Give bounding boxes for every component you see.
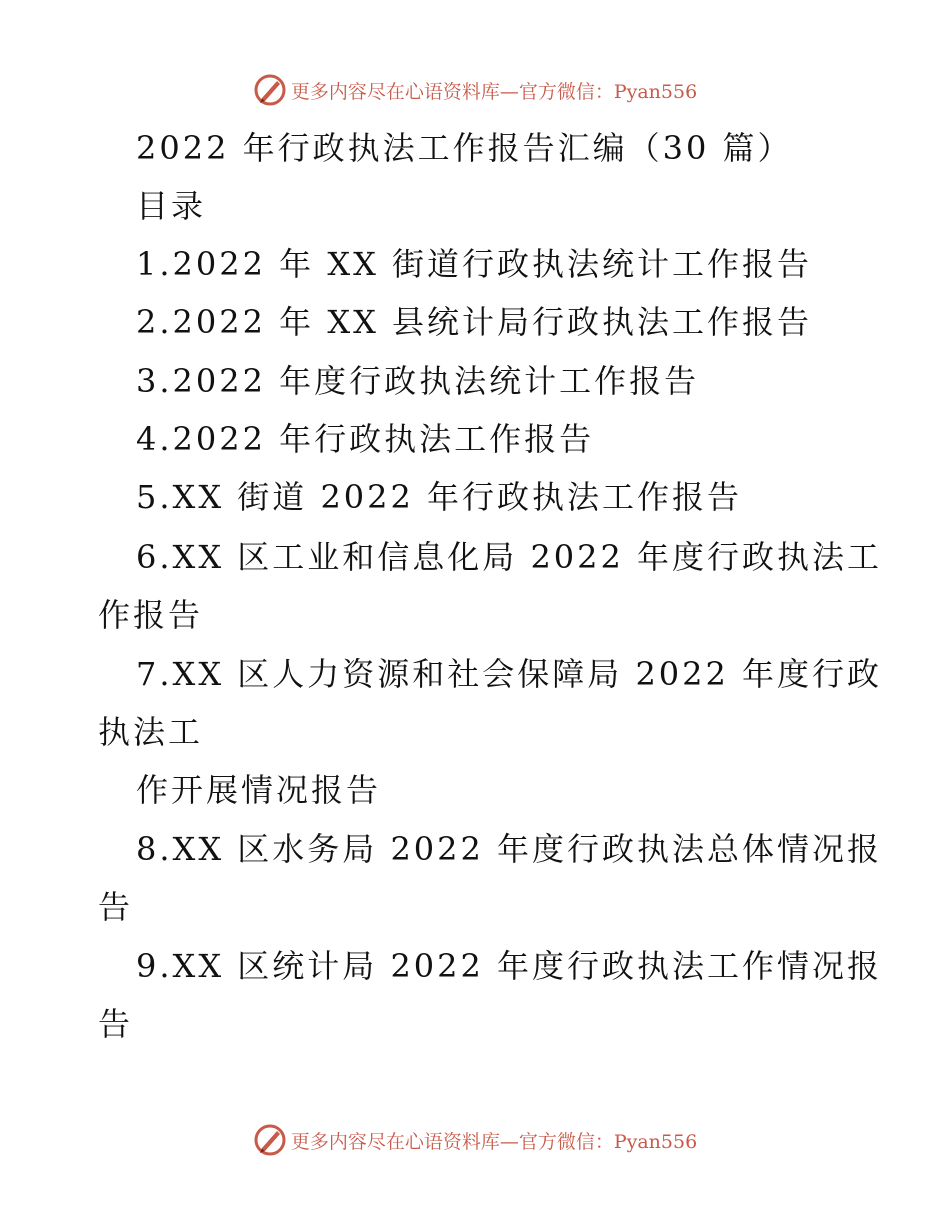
toc-item: 8.XX 区水务局 2022 年度行政执法总体情况报 <box>136 830 883 868</box>
document-title: 2022 年行政执法工作报告汇编（30 篇） <box>136 129 793 167</box>
toc-item: 1.2022 年 XX 街道行政执法统计工作报告 <box>136 245 813 283</box>
toc-item: 6.XX 区工业和信息化局 2022 年度行政执法工 <box>136 538 883 576</box>
toc-item-continuation: 作报告 <box>98 596 204 634</box>
header-banner <box>0 70 950 110</box>
toc-item: 7.XX 区人力资源和社会保障局 2022 年度行政 <box>136 655 883 693</box>
toc-item: 4.2022 年行政执法工作报告 <box>136 420 595 458</box>
toc-item: 5.XX 街道 2022 年行政执法工作报告 <box>136 478 743 516</box>
banner-text: 更多内容尽在心语资料库—官方微信：Pyan556 <box>290 1130 698 1153</box>
banner-text: 更多内容尽在心语资料库—官方微信：Pyan556 <box>290 80 698 103</box>
toc-item: 9.XX 区统计局 2022 年度行政执法工作情况报 <box>136 947 883 985</box>
toc-item-continuation: 告 <box>98 1005 134 1043</box>
footer-banner <box>0 1120 950 1160</box>
toc-item: 3.2022 年度行政执法统计工作报告 <box>136 362 700 400</box>
toc-item-continuation: 告 <box>98 888 134 926</box>
toc-item-continuation: 执法工 <box>98 713 204 751</box>
toc-item: 2.2022 年 XX 县统计局行政执法工作报告 <box>136 303 813 341</box>
toc-item-continuation: 作开展情况报告 <box>136 771 382 809</box>
toc-heading: 目录 <box>136 187 207 225</box>
pen-circle-logo-icon <box>253 73 287 107</box>
pen-circle-logo-icon <box>253 1123 287 1157</box>
